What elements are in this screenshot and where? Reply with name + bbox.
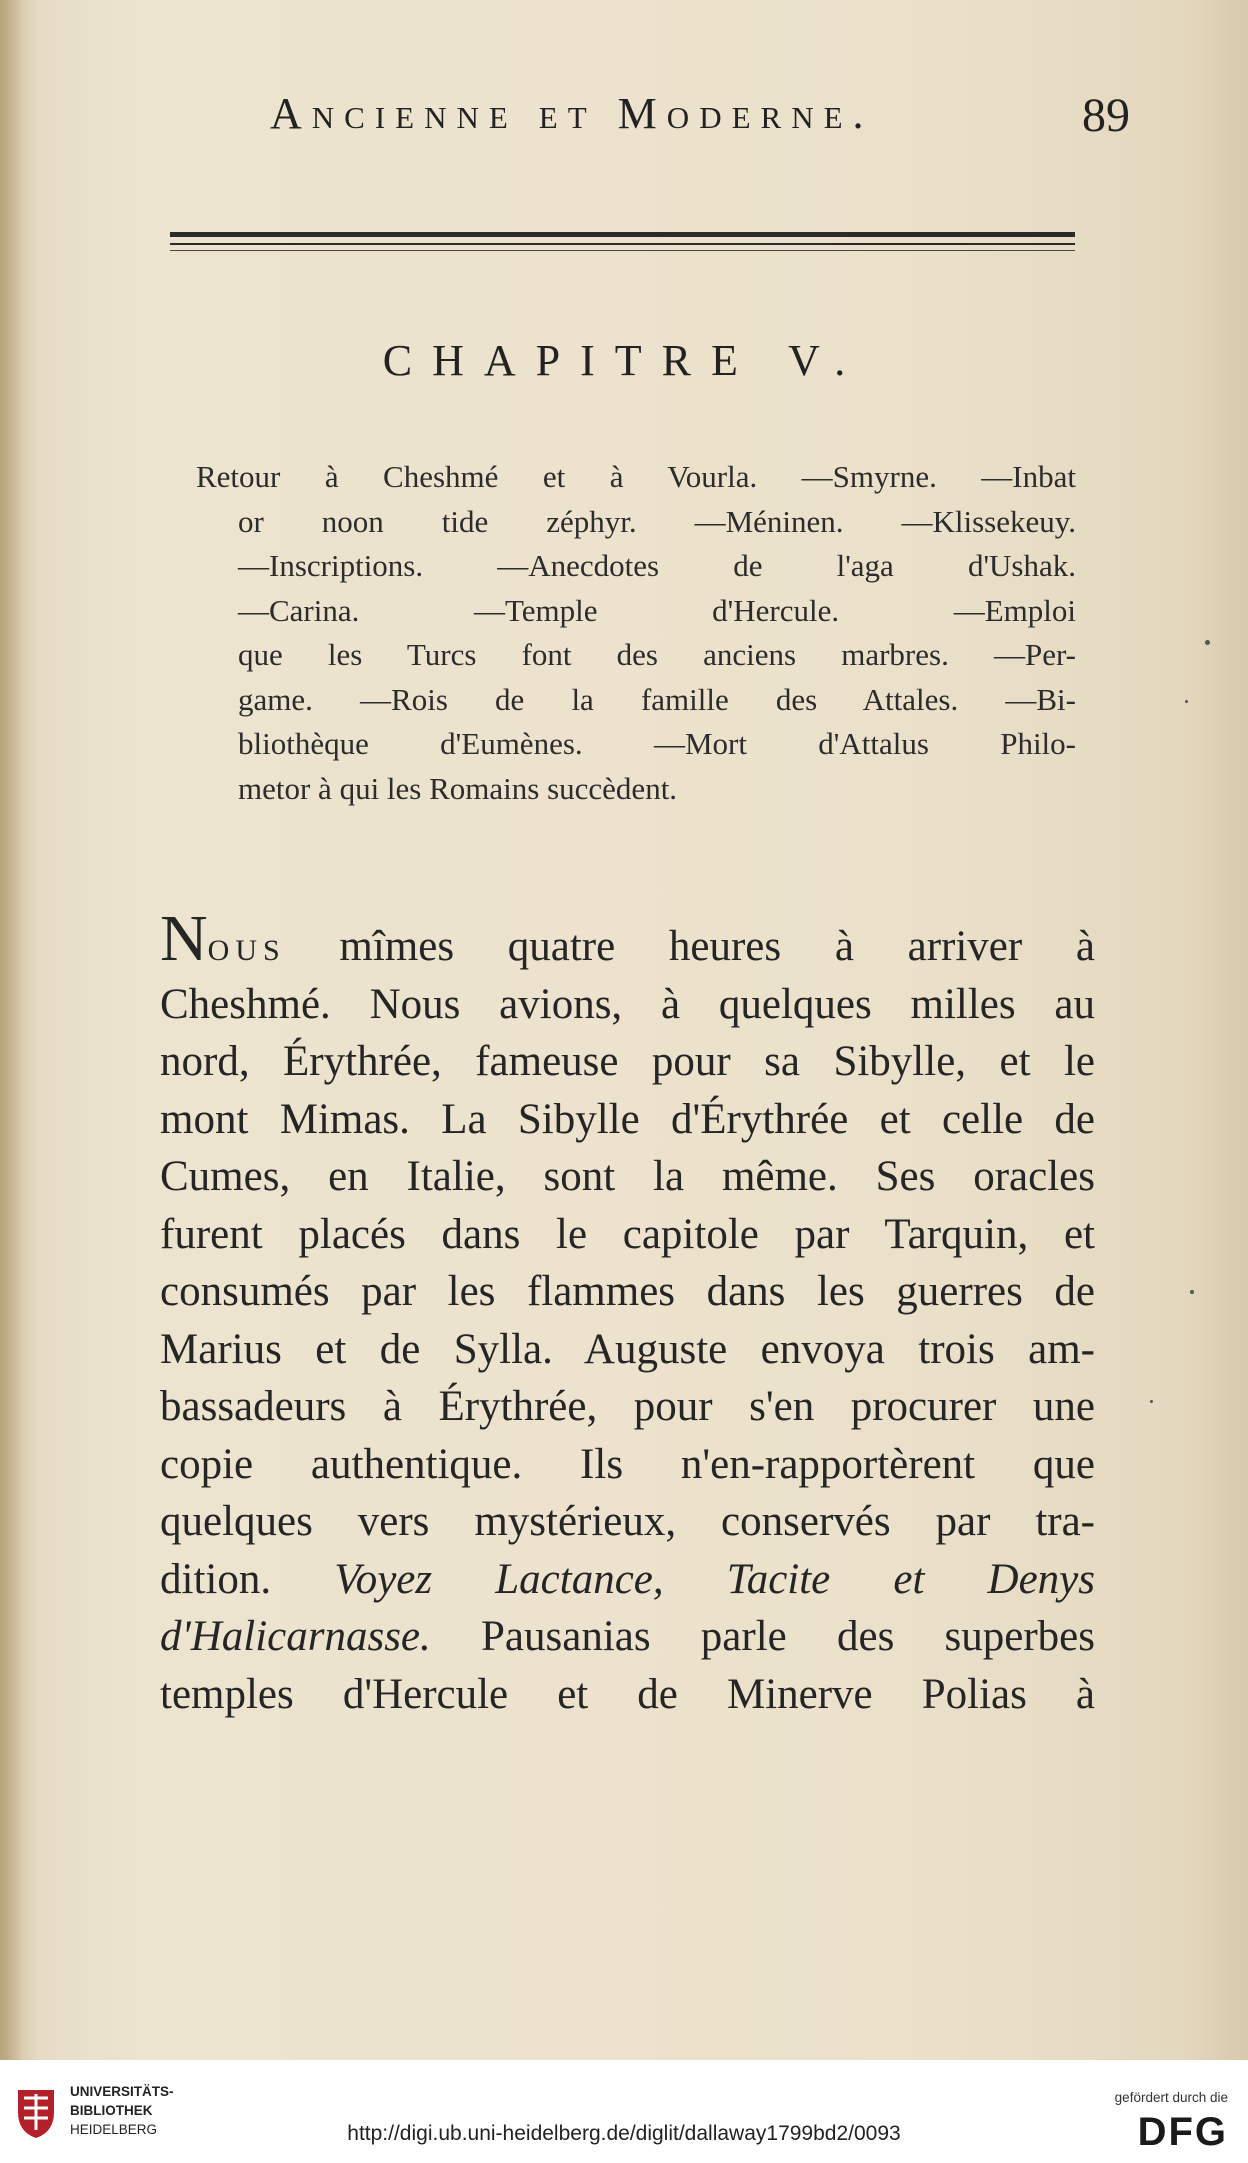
digitization-footer [0,2060,1248,2163]
library-name-line: UNIVERSITÄTS- [70,2084,174,2099]
body-paragraph [160,902,1096,1723]
body-line: Cheshmé. Nous avions, à quelques milles au [160,980,1095,1028]
source-url-link[interactable]: http://digi.ub.uni-heidelberg.de/diglit/dallaway1799bd2/0093 [347,2122,901,2145]
body-line: Cumes, en Italie, sont la même. Ses oracles [160,1153,1095,1200]
body-line [160,902,1095,976]
library-name-line: BIBLIOTHEK [70,2103,153,2118]
body-line: temples d'Hercule et de Minerve Polias à [160,1670,1095,1718]
body-line: copie authentique. Ils n'en-rapportèrent que [160,1440,1095,1488]
body-line: nord, Érythrée, fameuse pour sa Sibylle, et le [160,1038,1095,1085]
dfg-logo: DFG [1137,2110,1228,2154]
italic-reference: d'Halicarnasse. [160,1613,431,1660]
summary-line: —Carina. —Temple d'Hercule. —Emploi [238,592,1076,628]
running-head [270,88,1130,148]
summary-line: game. —Rois de la famille des Attales. —Bi- [238,681,1076,717]
summary-line: —Inscriptions. —Anecdotes de l'aga d'Ushak. [238,548,1076,583]
paper-speck [1185,700,1188,703]
library-name-line: HEIDELBERG [70,2122,158,2137]
body-line: quelques vers mystérieux, conservés par tra- [160,1498,1095,1545]
paper-speck [1205,640,1210,645]
summary-line: bliothèque d'Eumènes. —Mort d'Attalus Philo- [238,726,1076,761]
body-line [160,1551,1095,1609]
summary-line: que les Turcs font des anciens marbres. —Per- [238,637,1076,672]
paper-speck [1150,1400,1153,1403]
page-number: 89 [1082,89,1130,142]
paper-speck [1190,1290,1194,1294]
funded-by-label: gefördert durch die [1114,2090,1228,2105]
body-line: bassadeurs à Érythrée, pour s'en procurer une [160,1383,1095,1430]
running-title: Ancienne et Moderne. [270,89,874,138]
header-rule-thin [170,243,1075,245]
small-caps-word: ous [207,923,286,970]
body-line [160,1608,1095,1666]
chapter-heading: CHAPITRE V. [382,336,866,385]
italic-reference: Voyez Lactance, Tacite et Denys [334,1555,1096,1603]
body-line: consumés par les flammes dans les guerres de [160,1268,1095,1315]
header-rule-thick [170,232,1075,237]
body-line-text: dition. [160,1555,335,1603]
body-line-text: mîmes quatre heures à arriver à [285,923,1095,970]
summary-line: or noon tide zéphyr. —Méninen. —Klissekeuy. [238,503,1076,539]
page-gutter-shadow [0,0,22,2060]
body-line-text: Pausanias parle des superbes [430,1613,1095,1660]
summary-line: metor à qui les Romains succèdent. [238,770,678,806]
body-line: Marius et de Sylla. Auguste envoya trois am- [160,1325,1095,1373]
header-rule-thin-lower [170,250,1075,251]
body-line: furent placés dans le capitole par Tarquin, et [160,1210,1095,1258]
body-line: mont Mimas. La Sibylle d'Érythrée et celle de [160,1095,1095,1143]
drop-capital: N [160,902,208,975]
chapter-summary [196,455,1076,811]
summary-line: Retour à Cheshmé et à Vourla. —Smyrne. —Inbat [196,459,1076,494]
